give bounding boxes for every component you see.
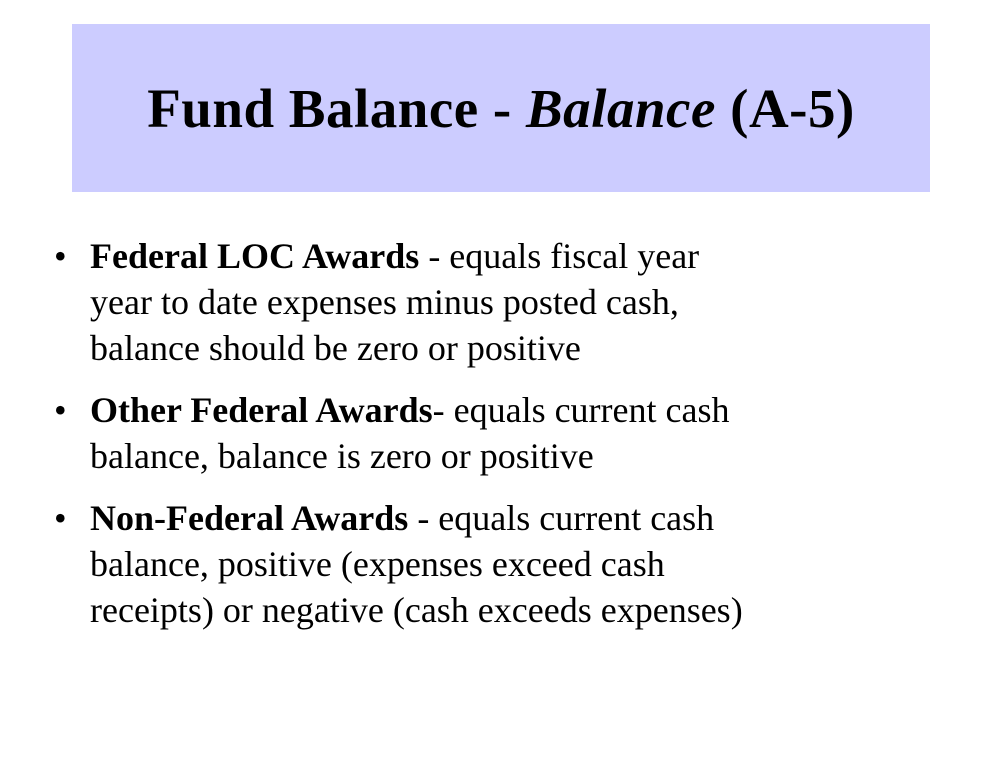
bullet-marker-icon: • (54, 390, 67, 430)
bullet-non-federal-awards (50, 495, 950, 633)
bullet-list (50, 233, 950, 649)
bullet-lead: Federal LOC Awards (90, 236, 420, 276)
bullet-line: balance should be zero or positive (90, 328, 581, 368)
bullet-line: balance, positive (expenses exceed cash (90, 544, 665, 584)
bullet-line (90, 495, 950, 541)
bullet-line: year to date expenses minus posted cash, (90, 282, 679, 322)
title-text-italic: Balance (526, 77, 716, 139)
bullet-line (90, 387, 950, 433)
bullet-text: - equals current cash (408, 498, 715, 538)
bullet-line: balance, balance is zero or positive (90, 436, 594, 476)
title-text-start: Fund Balance - (147, 77, 526, 139)
bullet-line (90, 233, 950, 279)
bullet-text: - equals current cash (432, 390, 730, 430)
bullet-text: - equals fiscal year (419, 236, 700, 276)
title-text-end: (A-5) (715, 77, 855, 139)
title-banner (72, 24, 930, 192)
slide-title (147, 77, 855, 139)
bullet-marker-icon: • (54, 498, 67, 538)
bullet-other-federal-awards (50, 387, 950, 479)
bullet-marker-icon: • (54, 236, 67, 276)
bullet-federal-loc-awards (50, 233, 950, 371)
bullet-line: receipts) or negative (cash exceeds expenses) (90, 590, 743, 630)
bullet-lead: Other Federal Awards (90, 390, 433, 430)
bullet-lead: Non-Federal Awards (90, 498, 409, 538)
